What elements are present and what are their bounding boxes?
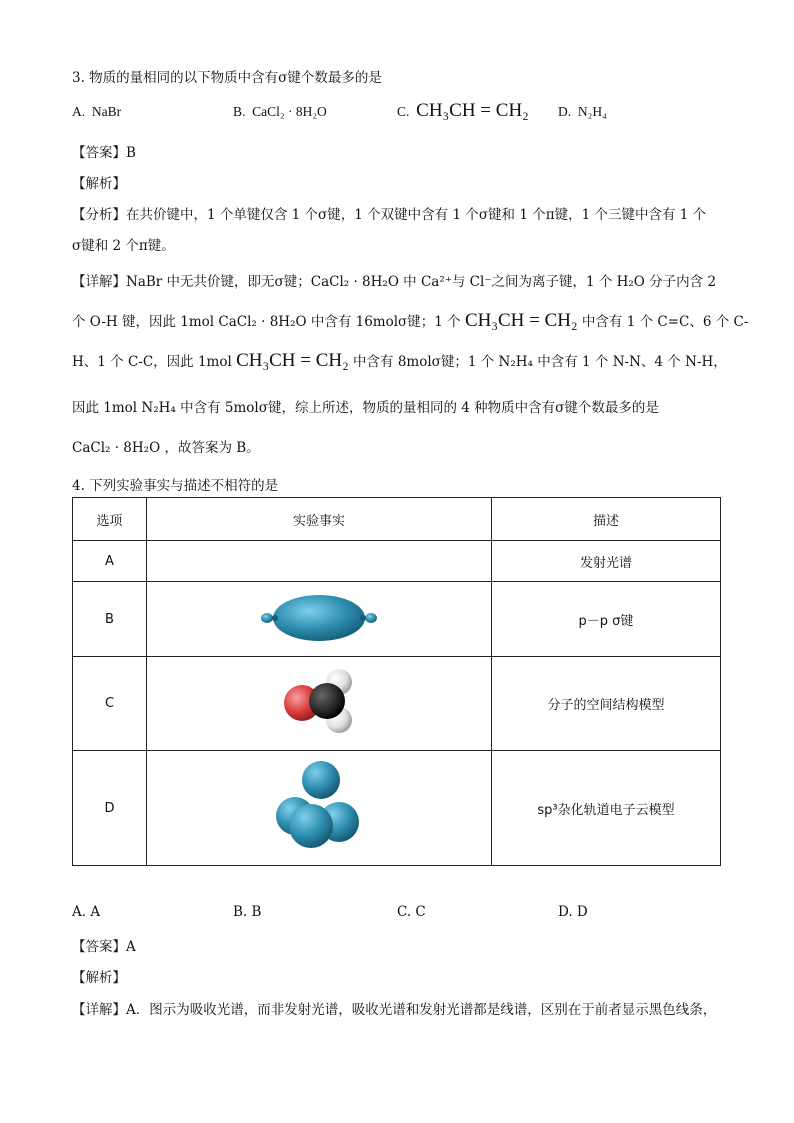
header-desc: 描述 (492, 498, 721, 541)
spectrum-blank (147, 541, 492, 582)
q4-answer: 【答案】A (72, 939, 136, 955)
q3-detail-line-5: CaCl₂ · 8H₂O ，故答案为 B。 (72, 440, 260, 456)
q3-analysis-tag: 【解析】 (72, 176, 126, 192)
q3-stem: 3. 物质的量相同的以下物质中含有σ键个数最多的是 (72, 70, 382, 86)
table-header-row (73, 498, 721, 541)
q3-option-b[interactable]: B. CaCl₂ · 8H₂O (233, 104, 327, 119)
q3-option-a[interactable]: A. NaBr (72, 104, 122, 119)
q4-option-c[interactable]: C. C (397, 904, 426, 920)
q4-option-a[interactable]: A. A (72, 904, 101, 920)
row-a-option: A (73, 541, 147, 582)
row-a-desc: 发射光谱 (492, 541, 721, 582)
q3-fenxi-line-2: σ键和 2 个π键。 (72, 238, 175, 254)
row-b-desc: p－p σ键 (492, 582, 721, 657)
q3-option-c[interactable]: C. CH₃CH = CH₂ (397, 100, 529, 121)
row-d-option: D (73, 751, 147, 866)
table-row (73, 751, 721, 866)
molecule-model-image (147, 657, 492, 751)
q3-detail-line-1: 【详解】NaBr 中无共价键，即无σ键；CaCl₂ · 8H₂O 中 Ca²⁺与 Cl⁻之间为离子键，1 个 H₂O 分子内含 2 (72, 274, 717, 290)
q4-stem: 4. 下列实验事实与描述不相符的是 (72, 478, 279, 494)
q4-analysis-tag: 【解析】 (72, 970, 126, 986)
q3-fenxi-line-1: 【分析】在共价键中，1 个单键仅含 1 个σ键，1 个双键中含有 1 个σ键和 1 个π键，1 个三键中含有 1 个 (72, 207, 707, 223)
header-option: 选项 (73, 498, 147, 541)
q4-option-b[interactable]: B. B (233, 904, 262, 920)
p-p-sigma-orbital-icon (254, 582, 384, 652)
header-fact: 实验事实 (147, 498, 492, 541)
q4-option-d[interactable]: D. D (558, 904, 588, 920)
table-row (73, 582, 721, 657)
formaldehyde-model-icon (269, 662, 369, 742)
q3-detail-line-2: 个 O-H 键，因此 1mol CaCl₂ · 8H₂O 中含有 16molσ键；1 个 CH₃CH = CH₂ 中含有 1 个 C=C、6 个 C- (72, 310, 749, 331)
row-c-desc: 分子的空间结构模型 (492, 657, 721, 751)
table-row (73, 541, 721, 582)
q3-detail-line-4: 因此 1mol N₂H₄ 中含有 5molσ键，综上所述，物质的量相同的 4 种物质中含有σ键个数最多的是 (72, 400, 659, 416)
q3-option-d[interactable]: D. N₂H₄ (558, 104, 607, 119)
table-row (73, 657, 721, 751)
q4-table (72, 497, 721, 866)
sp3-orbital-icon (269, 756, 369, 856)
row-c-option: C (73, 657, 147, 751)
row-d-desc: sp³杂化轨道电子云模型 (492, 751, 721, 866)
sp3-orbital-image (147, 751, 492, 866)
q3-detail-line-3: H、1 个 C-C，因此 1mol CH₃CH = CH₂ 中含有 8molσ键；1 个 N₂H₄ 中含有 1 个 N-N、4 个 N-H， (72, 350, 727, 371)
p-p-sigma-orbital-image (147, 582, 492, 657)
q3-answer: 【答案】B (72, 145, 136, 161)
row-b-option: B (73, 582, 147, 657)
q4-detail-line-1: 【详解】A．图示为吸收光谱，而非发射光谱，吸收光谱和发射光谱都是线谱，区别在于前者显示黑色线条， (72, 1002, 717, 1018)
